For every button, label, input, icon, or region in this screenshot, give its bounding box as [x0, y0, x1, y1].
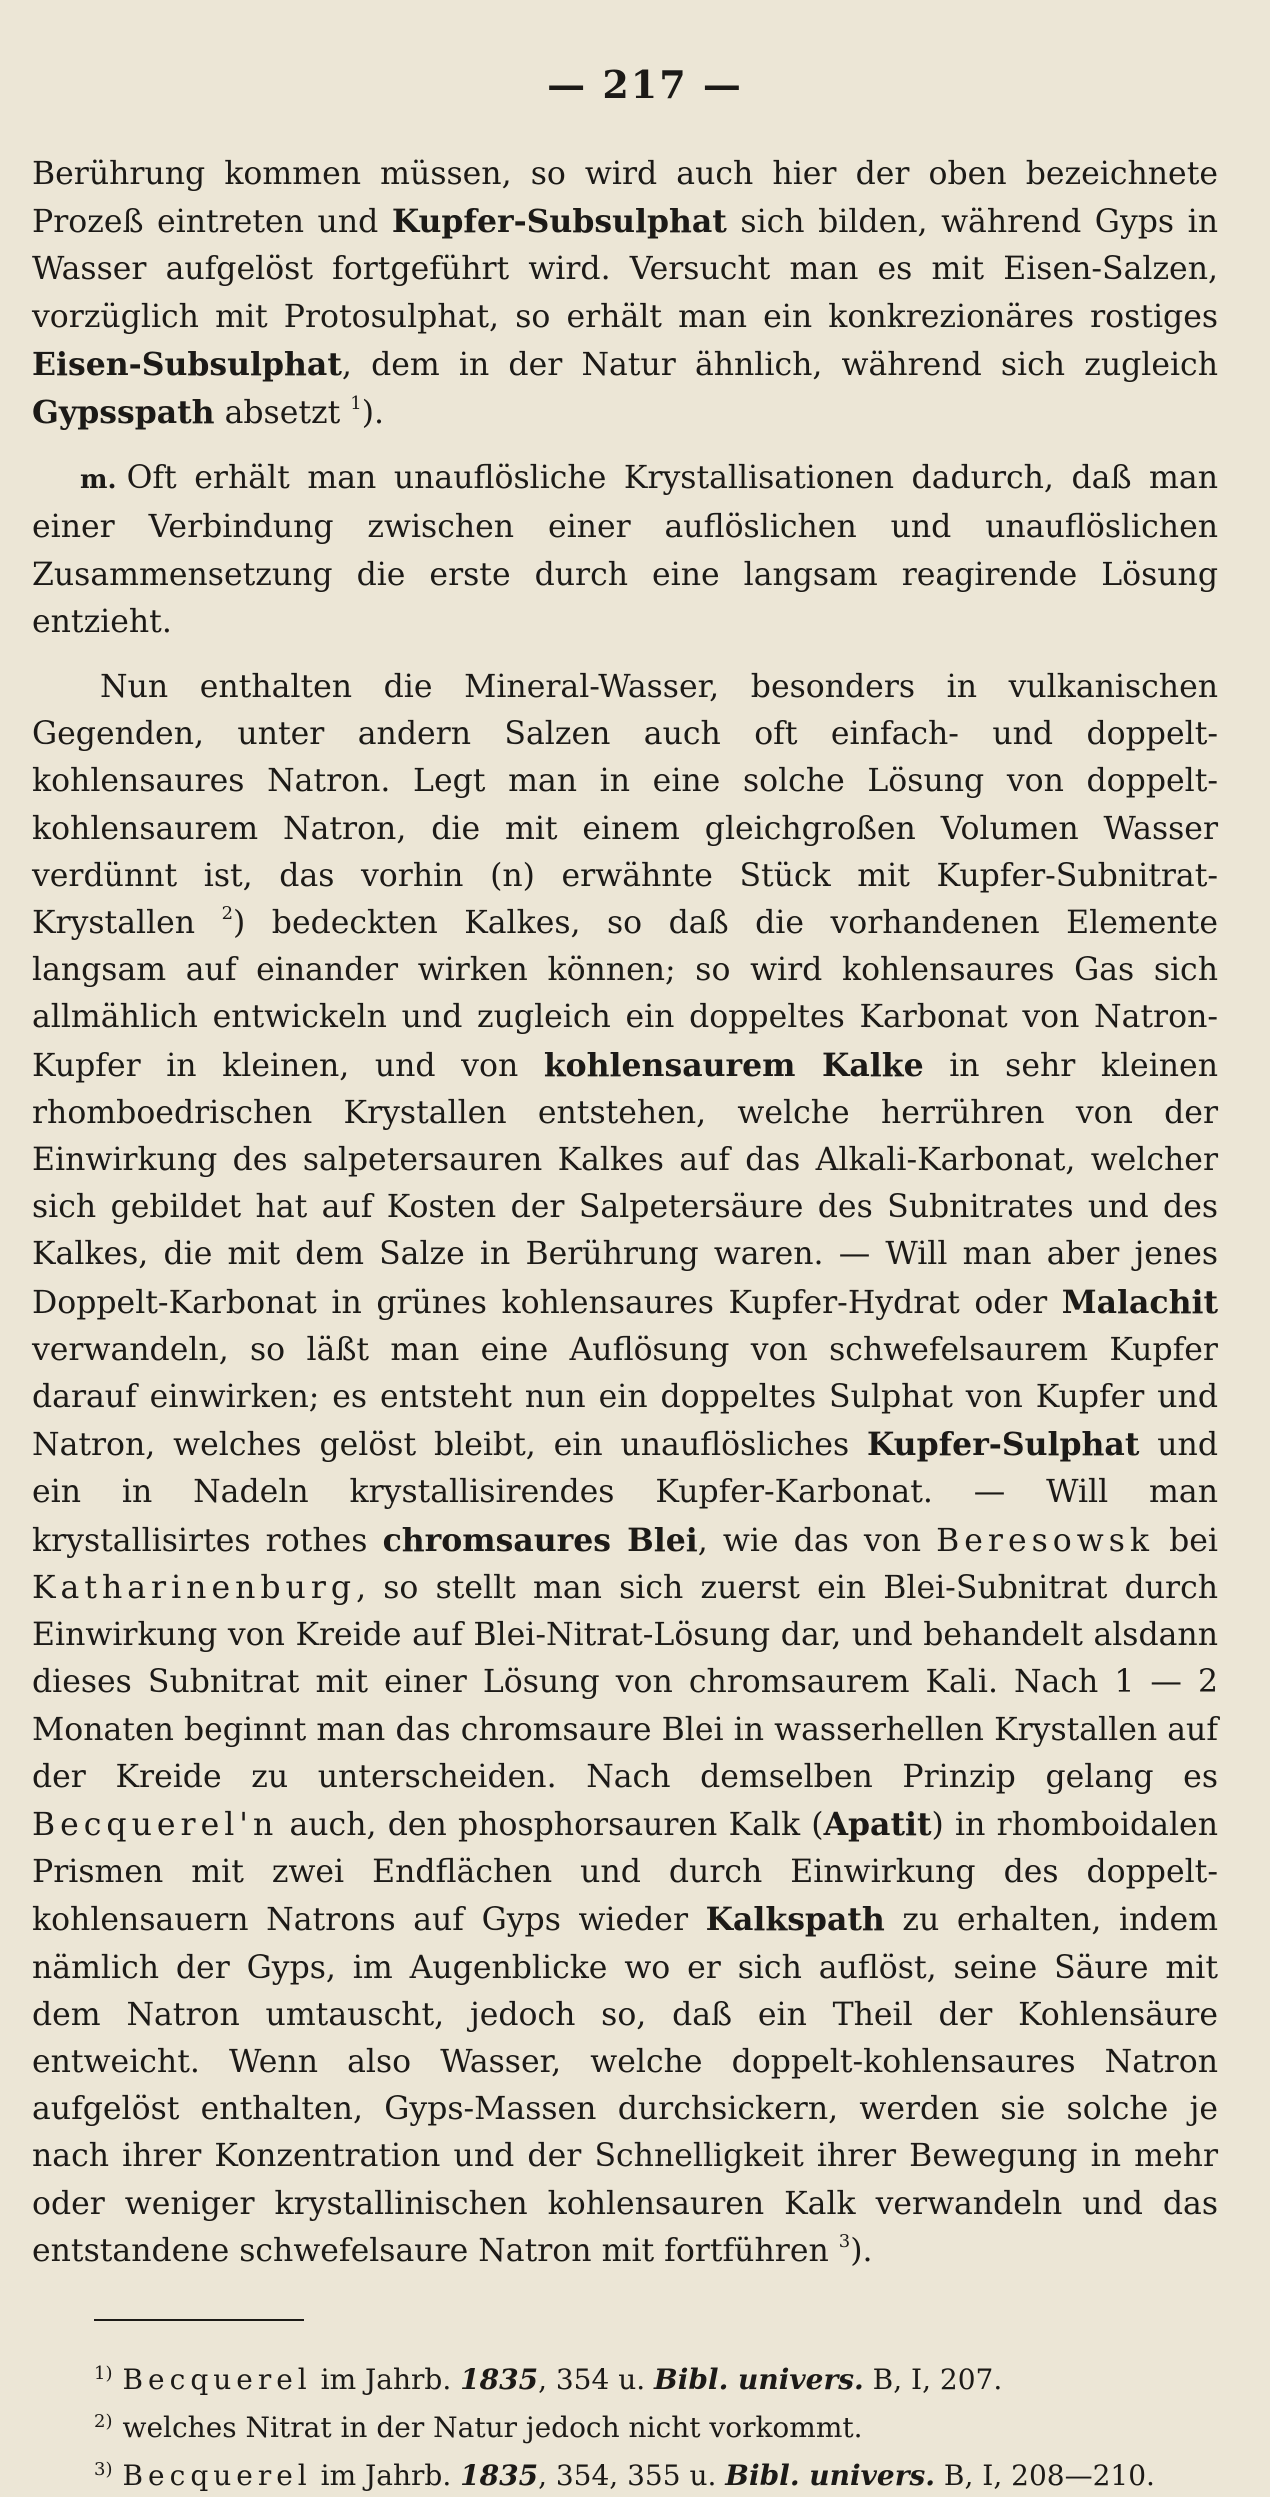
- footnote-mark: 3): [94, 2458, 113, 2480]
- mineral-term: Kupfer-Subsulphat: [391, 203, 727, 241]
- place-name: Katharinenburg: [32, 1569, 357, 1606]
- text-run: bei: [1153, 1522, 1218, 1559]
- paragraph-m: [32, 455, 1218, 646]
- footnote-text: , 354 u.: [538, 2362, 655, 2396]
- text-run: ) bedeckten Kalkes, so daß die vorhandenen Elemente langsam auf einander wirken können; so wird kohlensaures Gas sich allmählich entwickeln und zugleich ein doppeltes Karbonat von Natron-Kupfer in kleinen, und von: [32, 905, 1218, 1084]
- place-name: Beresowsk: [936, 1522, 1154, 1559]
- footnote-ref: 2: [221, 903, 234, 925]
- footnote-author: Becquerel: [122, 2362, 312, 2396]
- footnote-divider: [94, 2319, 304, 2321]
- text-run: Oft erhält man unauflösliche Krystallisationen dadurch, daß man einer Verbindung zwischen einer auflöslichen und unauflöslichen Zusammensetzung die erste durch eine langsam reagirende Lösung entzieht.: [32, 460, 1218, 640]
- person-name: Becquerel'n: [32, 1806, 279, 1843]
- footnote-mark: 1): [94, 2362, 113, 2384]
- mineral-term: Eisen-Subsulphat: [32, 345, 342, 383]
- text-run: absetzt: [214, 395, 351, 432]
- footnote-journal: Bibl. univers.: [654, 2362, 864, 2396]
- footnote-2: [94, 2401, 1218, 2449]
- footnote-text: welches Nitrat in der Natur jedoch nicht vorkommt.: [122, 2410, 863, 2444]
- footnote-1: [94, 2353, 1218, 2401]
- paragraph-main: [32, 664, 1218, 2275]
- mineral-term: Kupfer-Sulphat: [867, 1426, 1140, 1464]
- footnote-text: B, I, 207.: [863, 2362, 1003, 2396]
- text-run: ) in rhomboidalen Prismen mit zwei Endflächen und durch Einwirkung des doppelt-kohlensauern Natrons auf Gyps wieder: [32, 1806, 1218, 1939]
- text-run: Berührung kommen müssen, so wird auch hier der oben bezeichnete Prozeß eintreten und: [32, 156, 1218, 241]
- footnote-text: , 354, 355 u.: [538, 2458, 726, 2492]
- mineral-term: Gypsspath: [32, 394, 215, 432]
- mineral-term: kohlensaurem Kalke: [543, 1046, 924, 1084]
- text-run: ).: [361, 395, 385, 432]
- text-run: Nun enthalten die Mineral-Wasser, besonders in vulkanischen Gegenden, unter andern Salzen auch oft einfach- und doppelt-kohlensaures Natron. Legt man in eine solche Lösung von doppelt-kohlensaurem Natron, die mit einem gleichgroßen Volumen Wasser verdünnt ist, das vorhin (n) erwähnte Stück mit Kupfer-Subnitrat-Krystallen: [32, 669, 1218, 942]
- text-run: und ein in Nadeln krystallisirendes Kupfer-Karbonat. — Will man krystallisirtes rothes: [32, 1427, 1218, 1559]
- footnote-text: im Jahrb.: [311, 2362, 461, 2396]
- footnote-year: 1835: [460, 2362, 539, 2396]
- mineral-term: Malachit: [1061, 1283, 1218, 1321]
- mineral-term: chromsaures Blei: [382, 1521, 698, 1559]
- section-label: m.: [80, 465, 117, 496]
- footnote-ref: 3: [838, 2230, 851, 2252]
- text-run: , so stellt man sich zuerst ein Blei-Subnitrat durch Einwirkung von Kreide auf Blei-Nitrat-Lösung dar, und behandelt alsdann dieses Subnitrat mit einer Lösung von chromsaurem Kali. Nach 1 — 2 Monaten beginnt man das chromsaure Blei in wasserhellen Krystallen auf der Kreide zu unterscheiden. Nach demselben Prinzip gelang es: [32, 1569, 1218, 1795]
- footnote-year: 1835: [460, 2458, 539, 2492]
- mineral-term: Apatit: [823, 1805, 932, 1843]
- text-run: auch, den phosphorsauren Kalk (: [278, 1806, 824, 1843]
- page-number: — 217 —: [547, 62, 743, 107]
- text-run: verwandeln, so läßt man eine Auflösung von schwefelsaurem Kupfer darauf einwirken; es entsteht nun ein doppeltes Sulphat von Kupfer und Natron, welches gelöst bleibt, ein unauflösliches: [32, 1331, 1218, 1464]
- footnote-ref: 1: [350, 393, 362, 415]
- text-run: , wie das von: [697, 1522, 937, 1559]
- footnote-3: [94, 2449, 1218, 2497]
- text-run: ).: [850, 2232, 873, 2269]
- mineral-term: Kalkspath: [705, 1901, 885, 1939]
- footnote-mark: 2): [94, 2410, 113, 2432]
- footnote-text: B, I, 208—210.: [935, 2458, 1155, 2492]
- footnote-author: Becquerel: [122, 2458, 312, 2492]
- paragraph-continuation: [32, 151, 1218, 437]
- text-run: zu erhalten, indem nämlich der Gyps, im Augenblicke wo er sich auflöst, seine Säure mit dem Natron umtauscht, jedoch so, daß ein Theil der Kohlensäure entweicht. Wenn also Wasser, welche doppelt-kohlensaures Natron aufgelöst enthalten, Gyps-Massen durchsickern, werden sie solche je nach ihrer Konzentration und der Schnelligkeit ihrer Bewegung in mehr oder weniger krystallinischen kohlensauren Kalk verwandeln und das entstandene schwefelsaure Natron mit fortführen: [32, 1902, 1218, 2269]
- text-run: in sehr kleinen rhomboedrischen Krystallen entstehen, welche herrühren von der Einwirkung des salpetersauren Kalkes auf das Alkali-Karbonat, welcher sich gebildet hat auf Kosten der Salpetersäure des Subnitrates und des Kalkes, die mit dem Salze in Berührung waren. — Will man aber jenes Doppelt-Karbonat in grünes kohlensaures Kupfer-Hydrat oder: [32, 1047, 1218, 1321]
- text-run: , dem in der Natur ähnlich, während sich zugleich: [341, 346, 1218, 383]
- text-run: sich bilden, während Gyps in Wasser aufgelöst fortgeführt wird. Versucht man es mit Eisen-Salzen, vorzüglich mit Protosulphat, so erhält man ein konkrezionäres rostiges: [32, 204, 1218, 335]
- footnote-journal: Bibl. univers.: [725, 2458, 936, 2492]
- footnote-text: im Jahrb.: [311, 2458, 461, 2492]
